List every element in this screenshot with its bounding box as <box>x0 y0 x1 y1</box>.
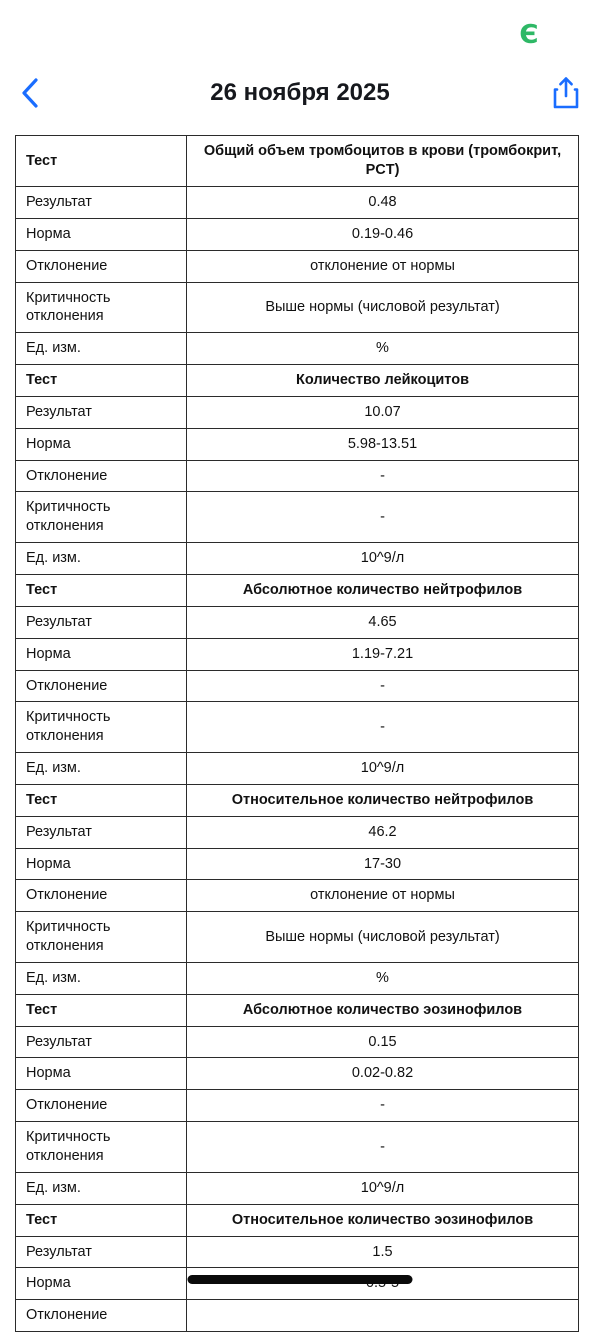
row-label-norm: Норма <box>16 1268 187 1300</box>
row-value-criticality: Выше нормы (числовой результат) <box>187 282 579 333</box>
page-title: 26 ноября 2025 <box>210 79 390 106</box>
row-label-test: Тест <box>16 365 187 397</box>
row-value-criticality: - <box>187 1122 579 1173</box>
row-label-norm: Норма <box>16 218 187 250</box>
table-row <box>16 994 579 1026</box>
row-label-norm: Норма <box>16 428 187 460</box>
row-value-test: Относительное количество нейтрофилов <box>187 784 579 816</box>
row-value-norm: 5.98-13.51 <box>187 428 579 460</box>
table-row <box>16 962 579 994</box>
table-row <box>16 187 579 219</box>
row-value-deviation: отклонение от нормы <box>187 880 579 912</box>
row-label-criticality: Критичность отклонения <box>16 282 187 333</box>
row-label-deviation: Отклонение <box>16 250 187 282</box>
row-value-result: 10.07 <box>187 396 579 428</box>
row-label-criticality: Критичность отклонения <box>16 1122 187 1173</box>
diia-logo-icon: Є <box>519 20 538 50</box>
row-value-deviation: отклонение от нормы <box>187 250 579 282</box>
row-label-test: Тест <box>16 1204 187 1236</box>
row-label-deviation: Отклонение <box>16 1090 187 1122</box>
row-value-result: 0.15 <box>187 1026 579 1058</box>
row-value-units: % <box>187 962 579 994</box>
table-row <box>16 1090 579 1122</box>
report-scroll-area[interactable] <box>0 124 600 1324</box>
row-value-norm: 0.19-0.46 <box>187 218 579 250</box>
row-value-units: 10^9/л <box>187 753 579 785</box>
table-row <box>16 606 579 638</box>
row-label-units: Ед. изм. <box>16 1172 187 1204</box>
row-value-test: Абсолютное количество нейтрофилов <box>187 574 579 606</box>
row-value-norm: 1.19-7.21 <box>187 638 579 670</box>
back-button[interactable] <box>20 73 54 113</box>
row-label-result: Результат <box>16 396 187 428</box>
table-row <box>16 492 579 543</box>
row-value-norm: 17-30 <box>187 848 579 880</box>
row-value-deviation <box>187 1300 579 1332</box>
table-row <box>16 912 579 963</box>
row-value-criticality: Выше нормы (числовой результат) <box>187 912 579 963</box>
share-button[interactable] <box>546 73 580 113</box>
table-row <box>16 1300 579 1332</box>
row-label-deviation: Отклонение <box>16 1300 187 1332</box>
table-row <box>16 333 579 365</box>
row-label-result: Результат <box>16 187 187 219</box>
table-row <box>16 753 579 785</box>
row-value-result: 1.5 <box>187 1236 579 1268</box>
row-value-deviation: - <box>187 1090 579 1122</box>
home-indicator <box>188 1275 413 1284</box>
row-value-deviation: - <box>187 460 579 492</box>
row-label-criticality: Критичность отклонения <box>16 492 187 543</box>
row-label-units: Ед. изм. <box>16 753 187 785</box>
share-icon <box>552 76 580 110</box>
table-row <box>16 365 579 397</box>
nav-bar <box>0 62 600 124</box>
row-value-result: 46.2 <box>187 816 579 848</box>
row-value-test: Количество лейкоцитов <box>187 365 579 397</box>
table-row <box>16 136 579 187</box>
row-label-criticality: Критичность отклонения <box>16 912 187 963</box>
row-value-criticality: - <box>187 702 579 753</box>
row-value-units: 10^9/л <box>187 543 579 575</box>
table-row <box>16 218 579 250</box>
row-label-test: Тест <box>16 994 187 1026</box>
table-row <box>16 1204 579 1236</box>
row-label-norm: Норма <box>16 848 187 880</box>
table-row <box>16 816 579 848</box>
table-row <box>16 1236 579 1268</box>
row-value-result: 4.65 <box>187 606 579 638</box>
table-row <box>16 574 579 606</box>
row-value-test: Абсолютное количество эозинофилов <box>187 994 579 1026</box>
row-label-units: Ед. изм. <box>16 543 187 575</box>
row-value-units: % <box>187 333 579 365</box>
chevron-left-icon <box>20 77 40 109</box>
row-label-test: Тест <box>16 136 187 187</box>
row-label-units: Ед. изм. <box>16 962 187 994</box>
row-label-deviation: Отклонение <box>16 670 187 702</box>
row-value-deviation: - <box>187 670 579 702</box>
table-row <box>16 670 579 702</box>
table-body <box>16 136 579 1332</box>
row-label-result: Результат <box>16 606 187 638</box>
table-row <box>16 784 579 816</box>
table-row <box>16 428 579 460</box>
table-row <box>16 460 579 492</box>
table-row <box>16 1122 579 1173</box>
row-label-result: Результат <box>16 1236 187 1268</box>
row-value-test: Относительное количество эозинофилов <box>187 1204 579 1236</box>
row-label-units: Ед. изм. <box>16 333 187 365</box>
table-row <box>16 250 579 282</box>
row-value-test: Общий объем тромбоцитов в крови (тромбокрит, PCT) <box>187 136 579 187</box>
row-value-units: 10^9/л <box>187 1172 579 1204</box>
row-label-deviation: Отклонение <box>16 880 187 912</box>
row-label-result: Результат <box>16 816 187 848</box>
row-label-norm: Норма <box>16 1058 187 1090</box>
row-label-criticality: Критичность отклонения <box>16 702 187 753</box>
row-value-criticality: - <box>187 492 579 543</box>
row-label-deviation: Отклонение <box>16 460 187 492</box>
table-row <box>16 543 579 575</box>
table-row <box>16 1026 579 1058</box>
status-bar <box>0 0 600 62</box>
table-row <box>16 1058 579 1090</box>
table-row <box>16 638 579 670</box>
row-label-test: Тест <box>16 784 187 816</box>
row-label-norm: Норма <box>16 638 187 670</box>
table-row <box>16 282 579 333</box>
table-row <box>16 848 579 880</box>
row-label-result: Результат <box>16 1026 187 1058</box>
table-row <box>16 702 579 753</box>
table-row <box>16 1172 579 1204</box>
row-value-result: 0.48 <box>187 187 579 219</box>
table-row <box>16 396 579 428</box>
row-label-test: Тест <box>16 574 187 606</box>
table-row <box>16 880 579 912</box>
lab-results-table <box>15 135 579 1332</box>
row-value-norm: 0.02-0.82 <box>187 1058 579 1090</box>
